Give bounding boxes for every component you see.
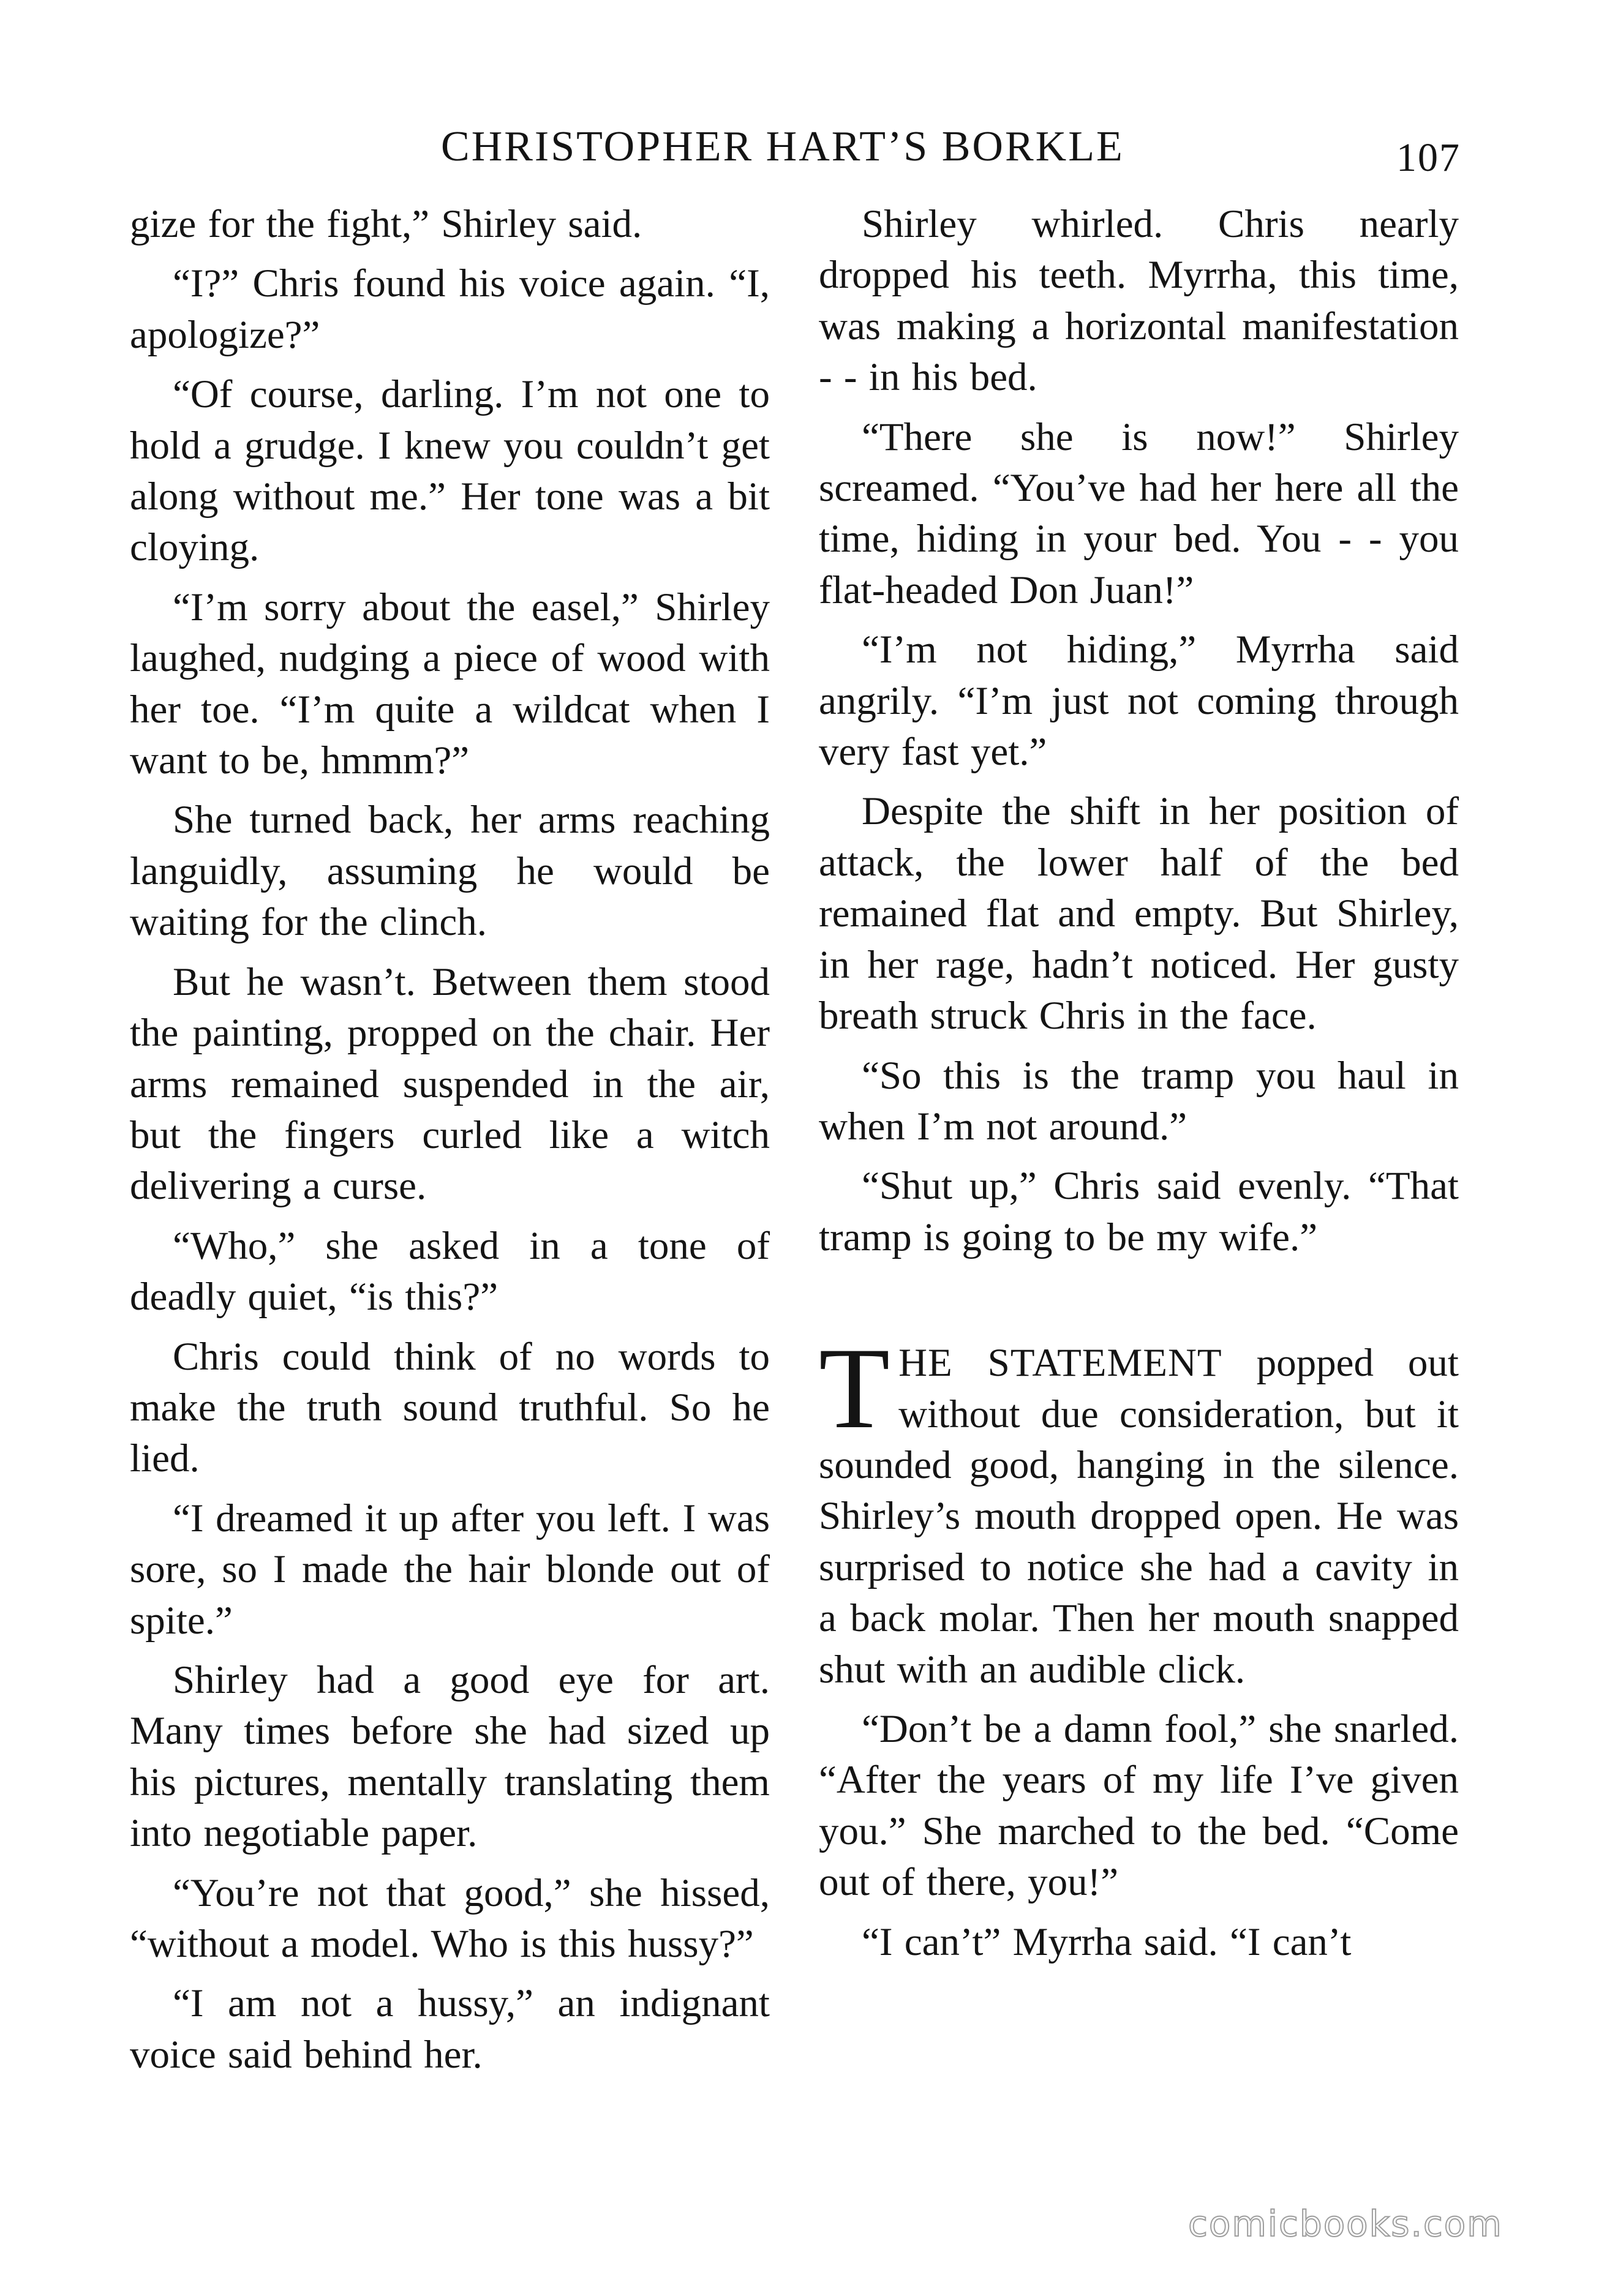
page-header <box>0 116 1607 184</box>
paragraph: Chris could think of no words to make the truth sound truthful. So he lied. <box>130 1334 770 1481</box>
paragraph: “Don’t be a damn fool,” she snarled. “After the years of my life I’ve given you.” She marched to the bed. “Come out of there, you!” <box>819 1706 1459 1905</box>
left-column <box>130 199 770 2089</box>
paragraph: “Of course, darling. I’m not one to hold a grudge. I knew you couldn’t get along without me.” Her tone was a bit cloying. <box>130 372 770 570</box>
paragraph: “So this is the tramp you haul in when I’m not around.” <box>819 1053 1459 1149</box>
paragraph: She turned back, her arms reaching languidly, assuming he would be waiting for the clinch. <box>130 798 770 945</box>
paragraph: Despite the shift in her position of attack, the lower half of the bed remained flat and empty. But Shirley, in her rage, hadn’t noticed. Her gusty breath struck Chris in the face. <box>819 789 1459 1038</box>
paragraph: “I can’t” Myrrha said. “I can’t <box>862 1919 1352 1964</box>
drop-cap: T <box>819 1324 890 1454</box>
right-column <box>819 199 1459 1976</box>
paragraph: “Who,” she asked in a tone of deadly quiet, “is this?” <box>130 1223 770 1319</box>
paragraph: “I’m not hiding,” Myrrha said angrily. “I’m just not coming through very fast yet.” <box>819 628 1459 775</box>
paragraph: But he wasn’t. Between them stood the painting, propped on the chair. Her arms remained suspended in the air, but the fingers curled like a witch delivering a curse. <box>130 959 770 1209</box>
page-number: 107 <box>1396 135 1461 180</box>
paragraph: “There she is now!” Shirley screamed. “You’ve had her here all the time, hiding in your bed. You - - you flat-headed Don Juan!” <box>819 415 1459 612</box>
running-title: CHRISTOPHER HART’S BORKLE <box>441 123 1124 170</box>
paragraph: Shirley whirled. Chris nearly dropped his teeth. Myrrha, this time, was making a horizontal manifestation - - in his bed. <box>819 202 1459 400</box>
section-opening-text: popped out without due consideration, but it sounded good, hanging in the silence. Shirley’s mouth dropped open. He was surprised to notice she had a cavity in a back molar. Then her mouth snapped shut with an audible click. <box>819 1341 1459 1692</box>
paragraph: “I’m sorry about the easel,” Shirley laughed, nudging a piece of wood with her toe. “I’m quite a wildcat when I want to be, hmmm?” <box>130 585 770 783</box>
paragraph: “Shut up,” Chris said evenly. “That tramp is going to be my wife.” <box>819 1164 1459 1259</box>
section-opening-paragraph <box>819 1324 1459 1695</box>
paragraph: “You’re not that good,” she hissed, “without a model. Who is this hussy?” <box>130 1870 770 1966</box>
watermark: comicbooks.com <box>1188 2203 1503 2245</box>
paragraph: Shirley had a good eye for art. Many times before she had sized up his pictures, mentally translating them into negotiable paper. <box>130 1657 770 1856</box>
section-lead-words: HE STATEMENT <box>898 1341 1222 1386</box>
paragraph: “I am not a hussy,” an indignant voice said behind her. <box>130 1981 770 2077</box>
paragraph: “I?” Chris found his voice again. “I, apologize?” <box>130 261 770 357</box>
paragraph: gize for the fight,” Shirley said. <box>130 202 642 246</box>
paragraph: “I dreamed it up after you left. I was sore, so I made the hair blonde out of spite.” <box>130 1496 770 1643</box>
